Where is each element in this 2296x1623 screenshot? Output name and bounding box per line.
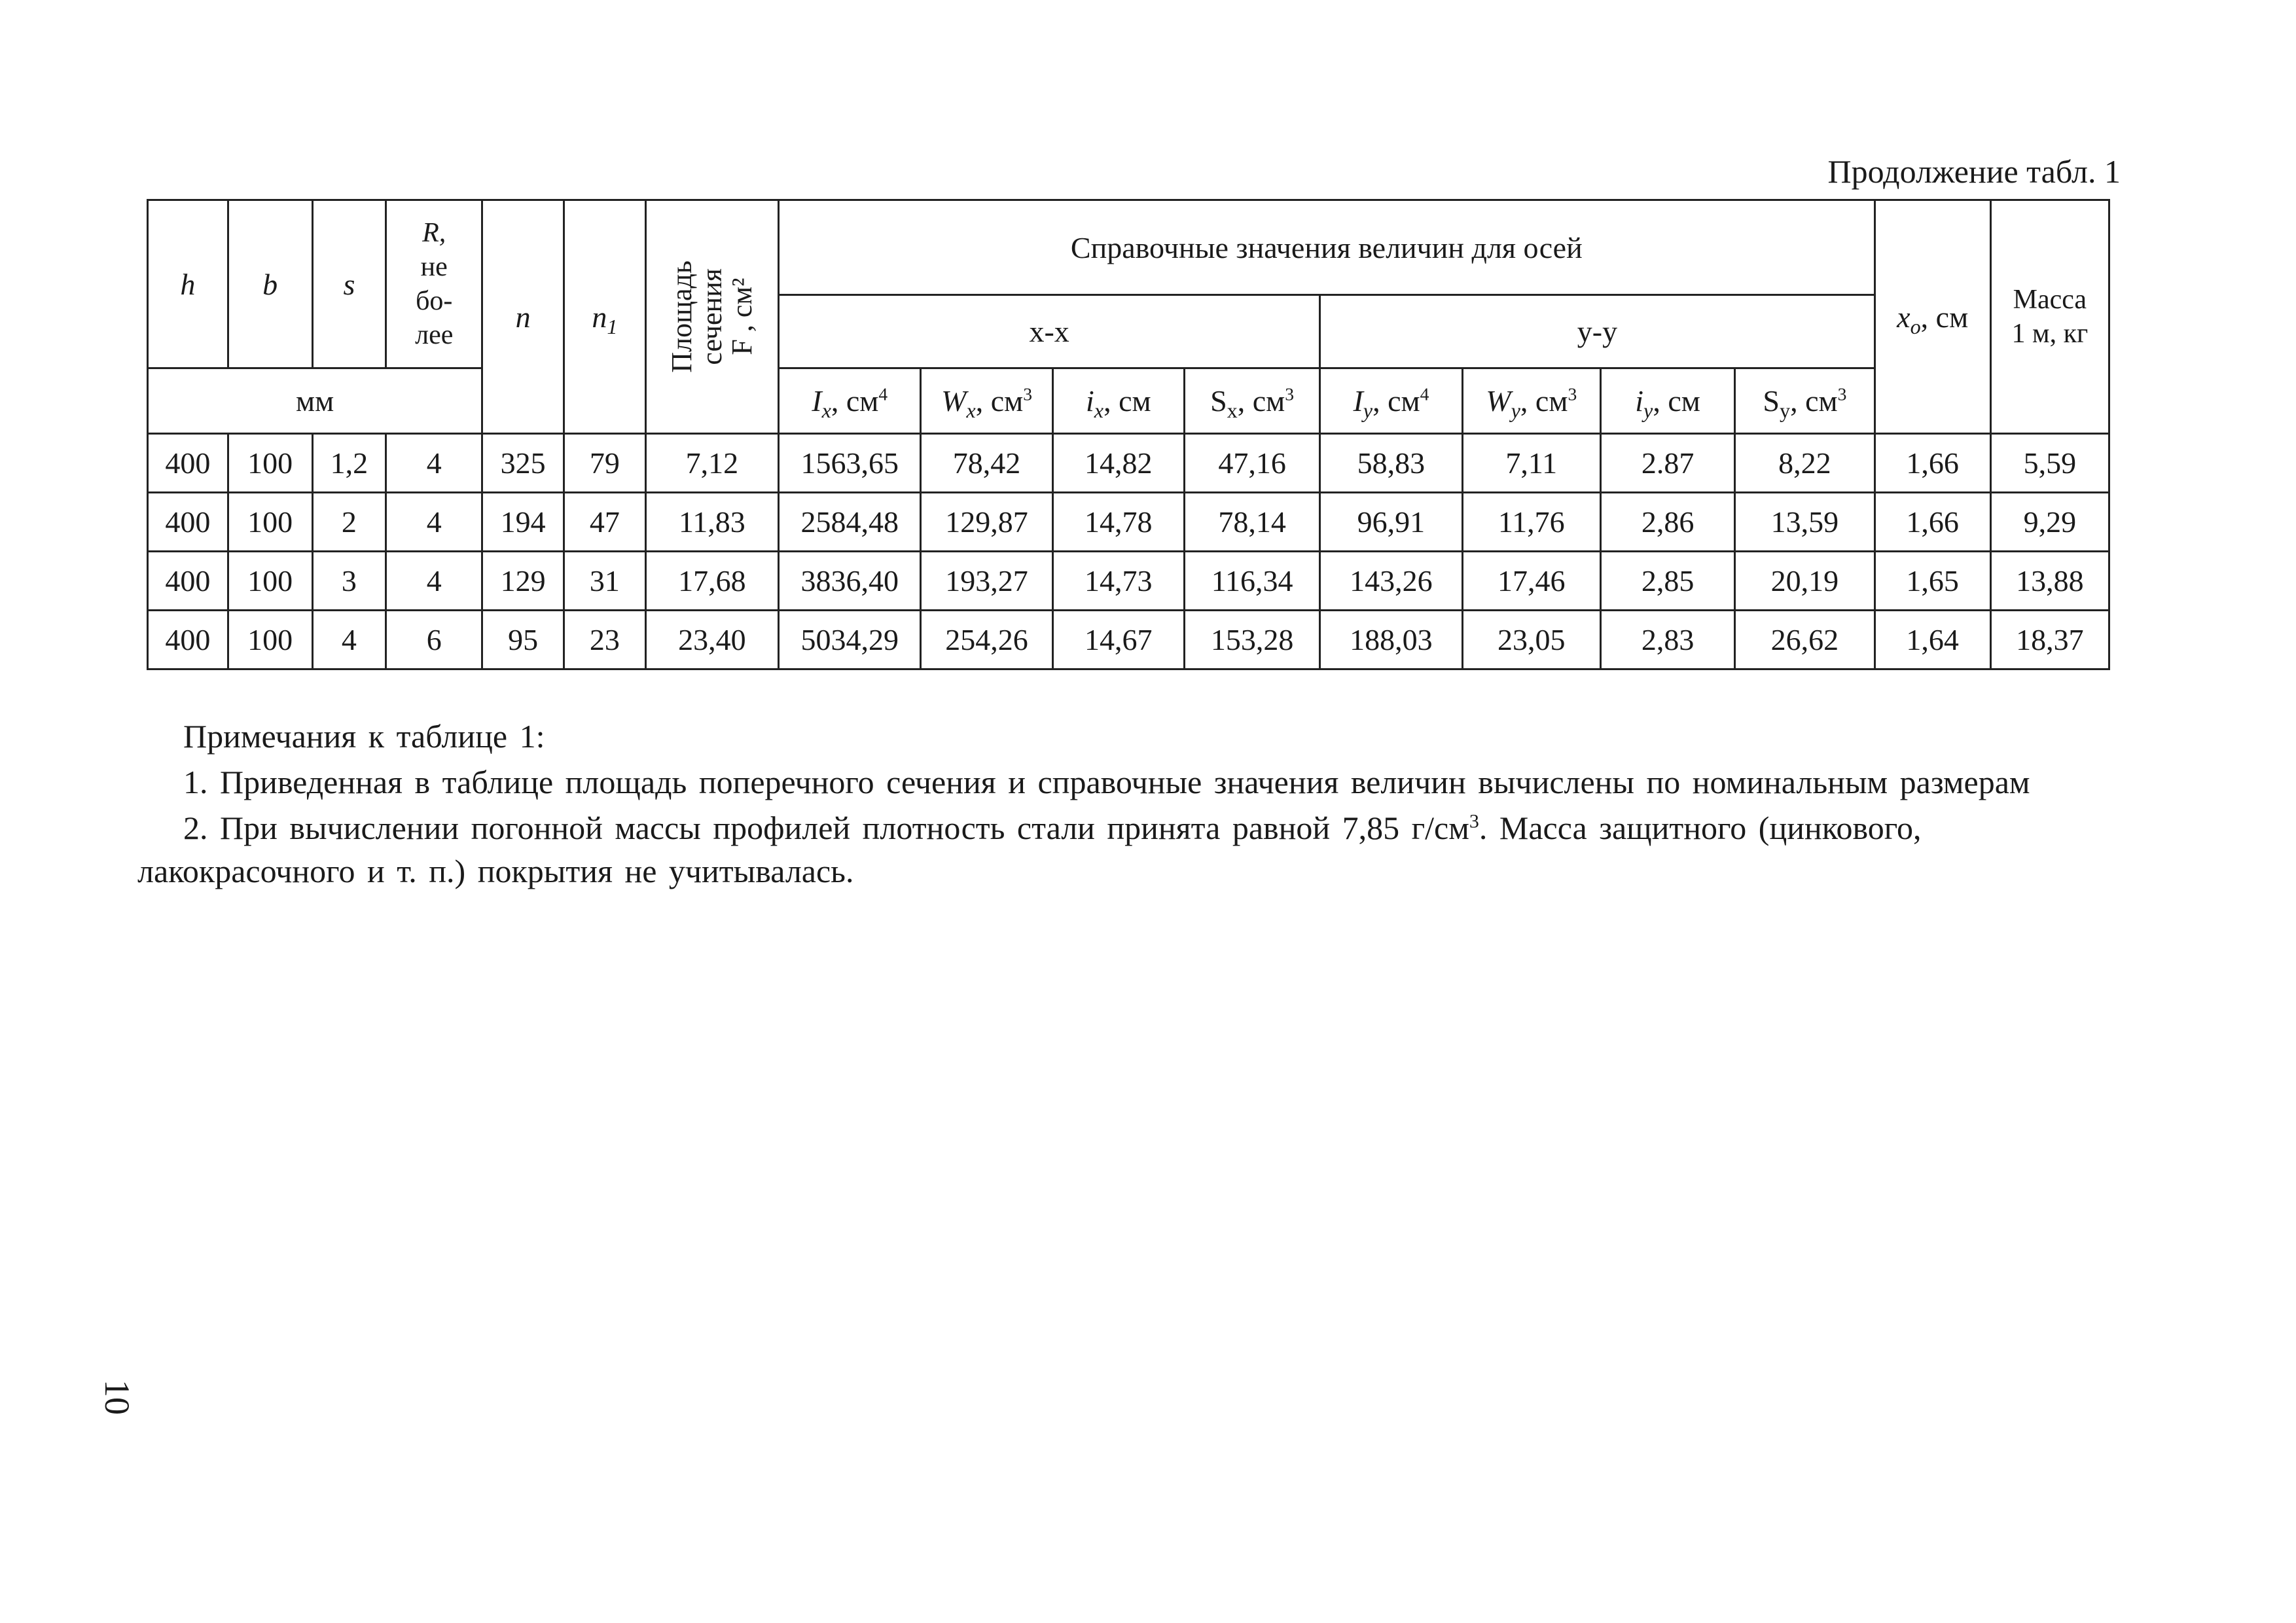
- table-cell: 23: [564, 611, 645, 669]
- header-x0-var: x: [1897, 300, 1910, 334]
- table-cell: 47: [564, 493, 645, 552]
- header-r-line2: не: [420, 252, 448, 282]
- header-sy-unit: , см: [1790, 384, 1838, 418]
- header-s: s: [312, 200, 386, 368]
- table-cell: 14,82: [1052, 434, 1184, 493]
- table-cell: 254,26: [921, 611, 1052, 669]
- table-cell: 4: [386, 493, 482, 552]
- header-iy-small: [1600, 368, 1734, 434]
- table-cell: 4: [386, 434, 482, 493]
- header-ix-small-sub: x: [1094, 399, 1104, 423]
- table-cell: 17,68: [645, 552, 778, 611]
- header-mm: мм: [148, 368, 482, 434]
- header-iy: [1320, 368, 1462, 434]
- table-cell: 13,88: [1990, 552, 2109, 611]
- header-x0-sub: o: [1910, 314, 1921, 338]
- header-sy-sup: 3: [1837, 383, 1847, 404]
- table-cell: 31: [564, 552, 645, 611]
- table-cell: 7,12: [645, 434, 778, 493]
- header-wy: [1462, 368, 1600, 434]
- table-cell: 3836,40: [779, 552, 921, 611]
- table-cell: 100: [228, 611, 312, 669]
- table-cell: 2,83: [1600, 611, 1734, 669]
- table-cell: 23,05: [1462, 611, 1600, 669]
- note-item-1: 1. Приведенная в таблице площадь поперечного сечения и справочные значения величин вычислены по номинальным размерам: [183, 764, 2030, 800]
- header-sx-sub: x: [1227, 399, 1238, 423]
- table-cell: 2.87: [1600, 434, 1734, 493]
- page-number: 10: [98, 1380, 137, 1415]
- table-cell: 153,28: [1184, 611, 1319, 669]
- header-r-line3: бо-: [416, 286, 453, 316]
- table-cell: 58,83: [1320, 434, 1462, 493]
- table-cell: 194: [482, 493, 564, 552]
- table-cell: 2: [312, 493, 386, 552]
- header-r-line4: лее: [415, 320, 454, 350]
- header-mass-line1: Масса: [2013, 285, 2087, 315]
- header-axis-yy: y-y: [1320, 295, 1874, 368]
- note-item-2-before: 2. При вычислении погонной массы профилей плотность стали принята равной 7,85 г/см: [183, 810, 1469, 846]
- header-iy-sub: y: [1363, 399, 1373, 423]
- header-wy-unit: , см: [1520, 384, 1568, 418]
- header-x0: [1874, 200, 1990, 434]
- table-cell: 400: [148, 493, 228, 552]
- table-cell: 20,19: [1735, 552, 1874, 611]
- header-area-text: Площадь сечения F , см²: [665, 260, 758, 373]
- header-n1: [564, 200, 645, 434]
- profile-properties-table: [147, 199, 2110, 670]
- header-iy-sup: 4: [1420, 383, 1429, 404]
- header-iy-small-sub: y: [1643, 399, 1653, 423]
- header-sy-var: S: [1763, 384, 1780, 418]
- table-cell: 116,34: [1184, 552, 1319, 611]
- table-cell: 100: [228, 552, 312, 611]
- notes-title: Примечания к таблице 1:: [183, 718, 545, 755]
- header-wy-sup: 3: [1568, 383, 1577, 404]
- table-cell: 1,65: [1874, 552, 1990, 611]
- header-sx-unit: , см: [1237, 384, 1285, 418]
- header-sy-sub: y: [1780, 399, 1791, 423]
- header-r-line1: R,: [422, 218, 446, 248]
- header-ix-sup: 4: [878, 383, 888, 404]
- header-ix: [779, 368, 921, 434]
- table-cell: 143,26: [1320, 552, 1462, 611]
- table-cell: 100: [228, 434, 312, 493]
- table-cell: 79: [564, 434, 645, 493]
- header-iy-small-var: i: [1635, 384, 1644, 418]
- header-wx: [921, 368, 1052, 434]
- table-cell: 96,91: [1320, 493, 1462, 552]
- table-cell: 8,22: [1735, 434, 1874, 493]
- table-cell: 17,46: [1462, 552, 1600, 611]
- header-sx: [1184, 368, 1319, 434]
- header-axis-xx: x-x: [779, 295, 1320, 368]
- header-wx-sub: x: [966, 399, 976, 423]
- table-cell: 95: [482, 611, 564, 669]
- table-cell: 1563,65: [779, 434, 921, 493]
- header-wy-var: W: [1486, 384, 1511, 418]
- table-cell: 2584,48: [779, 493, 921, 552]
- header-wx-var: W: [941, 384, 967, 418]
- header-iy-var: I: [1353, 384, 1363, 418]
- table-cell: 129,87: [921, 493, 1052, 552]
- table-cell: 6: [386, 611, 482, 669]
- table-cell: 193,27: [921, 552, 1052, 611]
- header-iy-unit: , см: [1372, 384, 1420, 418]
- header-ix-small-unit: , см: [1103, 384, 1151, 418]
- header-n1-sub: 1: [607, 314, 618, 338]
- table-cell: 325: [482, 434, 564, 493]
- note-item-2-sup: 3: [1469, 810, 1479, 832]
- header-ix-small-var: i: [1086, 384, 1094, 418]
- table-row: [148, 552, 2109, 611]
- table-cell: 47,16: [1184, 434, 1319, 493]
- header-area: [645, 200, 778, 434]
- table-cell: 2,86: [1600, 493, 1734, 552]
- header-wx-unit: , см: [975, 384, 1024, 418]
- table-cell: 9,29: [1990, 493, 2109, 552]
- header-ix-small: [1052, 368, 1184, 434]
- table-cell: 14,67: [1052, 611, 1184, 669]
- header-reference-values: Справочные значения величин для осей: [779, 200, 1875, 295]
- table-cell: 400: [148, 434, 228, 493]
- table-cell: 129: [482, 552, 564, 611]
- table-cell: 5,59: [1990, 434, 2109, 493]
- header-sy: [1735, 368, 1874, 434]
- header-mass: [1990, 200, 2109, 434]
- table-cell: 26,62: [1735, 611, 1874, 669]
- header-n: n: [482, 200, 564, 434]
- table-cell: 2,85: [1600, 552, 1734, 611]
- header-wy-sub: y: [1511, 399, 1520, 423]
- table-cell: 100: [228, 493, 312, 552]
- continuation-label: Продолжение табл. 1: [1827, 153, 2121, 190]
- header-n1-main: n: [592, 300, 607, 334]
- header-iy-small-unit: , см: [1653, 384, 1700, 418]
- table-cell: 14,73: [1052, 552, 1184, 611]
- table-cell: 400: [148, 611, 228, 669]
- header-r: [386, 200, 482, 368]
- table-cell: 13,59: [1735, 493, 1874, 552]
- note-item-2-after: . Масса защитного (цинкового, лакокрасочного и т. п.) покрытия не учитывалась.: [137, 810, 1922, 889]
- table-cell: 188,03: [1320, 611, 1462, 669]
- table-cell: 23,40: [645, 611, 778, 669]
- header-ix-unit: , см: [831, 384, 879, 418]
- table-cell: 78,42: [921, 434, 1052, 493]
- table-cell: 11,76: [1462, 493, 1600, 552]
- header-sx-var: S: [1210, 384, 1227, 418]
- table-cell: 1,66: [1874, 434, 1990, 493]
- table-row: [148, 493, 2109, 552]
- table-notes: [137, 715, 2101, 893]
- header-x0-unit: , см: [1920, 300, 1969, 334]
- table-cell: 11,83: [645, 493, 778, 552]
- table-cell: 7,11: [1462, 434, 1600, 493]
- header-ix-var: I: [812, 384, 822, 418]
- table-cell: 5034,29: [779, 611, 921, 669]
- table-cell: 1,66: [1874, 493, 1990, 552]
- header-b: b: [228, 200, 312, 368]
- table-cell: 14,78: [1052, 493, 1184, 552]
- table-row: [148, 434, 2109, 493]
- table-cell: 1,2: [312, 434, 386, 493]
- table-cell: 3: [312, 552, 386, 611]
- table-cell: 4: [312, 611, 386, 669]
- header-mass-line2: 1 м, кг: [2011, 319, 2089, 349]
- header-ix-sub: x: [821, 399, 831, 423]
- header-h: h: [148, 200, 228, 368]
- header-wx-sup: 3: [1023, 383, 1033, 404]
- table-row: [148, 611, 2109, 669]
- table-cell: 78,14: [1184, 493, 1319, 552]
- table-cell: 1,64: [1874, 611, 1990, 669]
- table-cell: 18,37: [1990, 611, 2109, 669]
- table-cell: 400: [148, 552, 228, 611]
- table-cell: 4: [386, 552, 482, 611]
- note-item-2: [137, 806, 2101, 893]
- header-sx-sup: 3: [1285, 383, 1295, 404]
